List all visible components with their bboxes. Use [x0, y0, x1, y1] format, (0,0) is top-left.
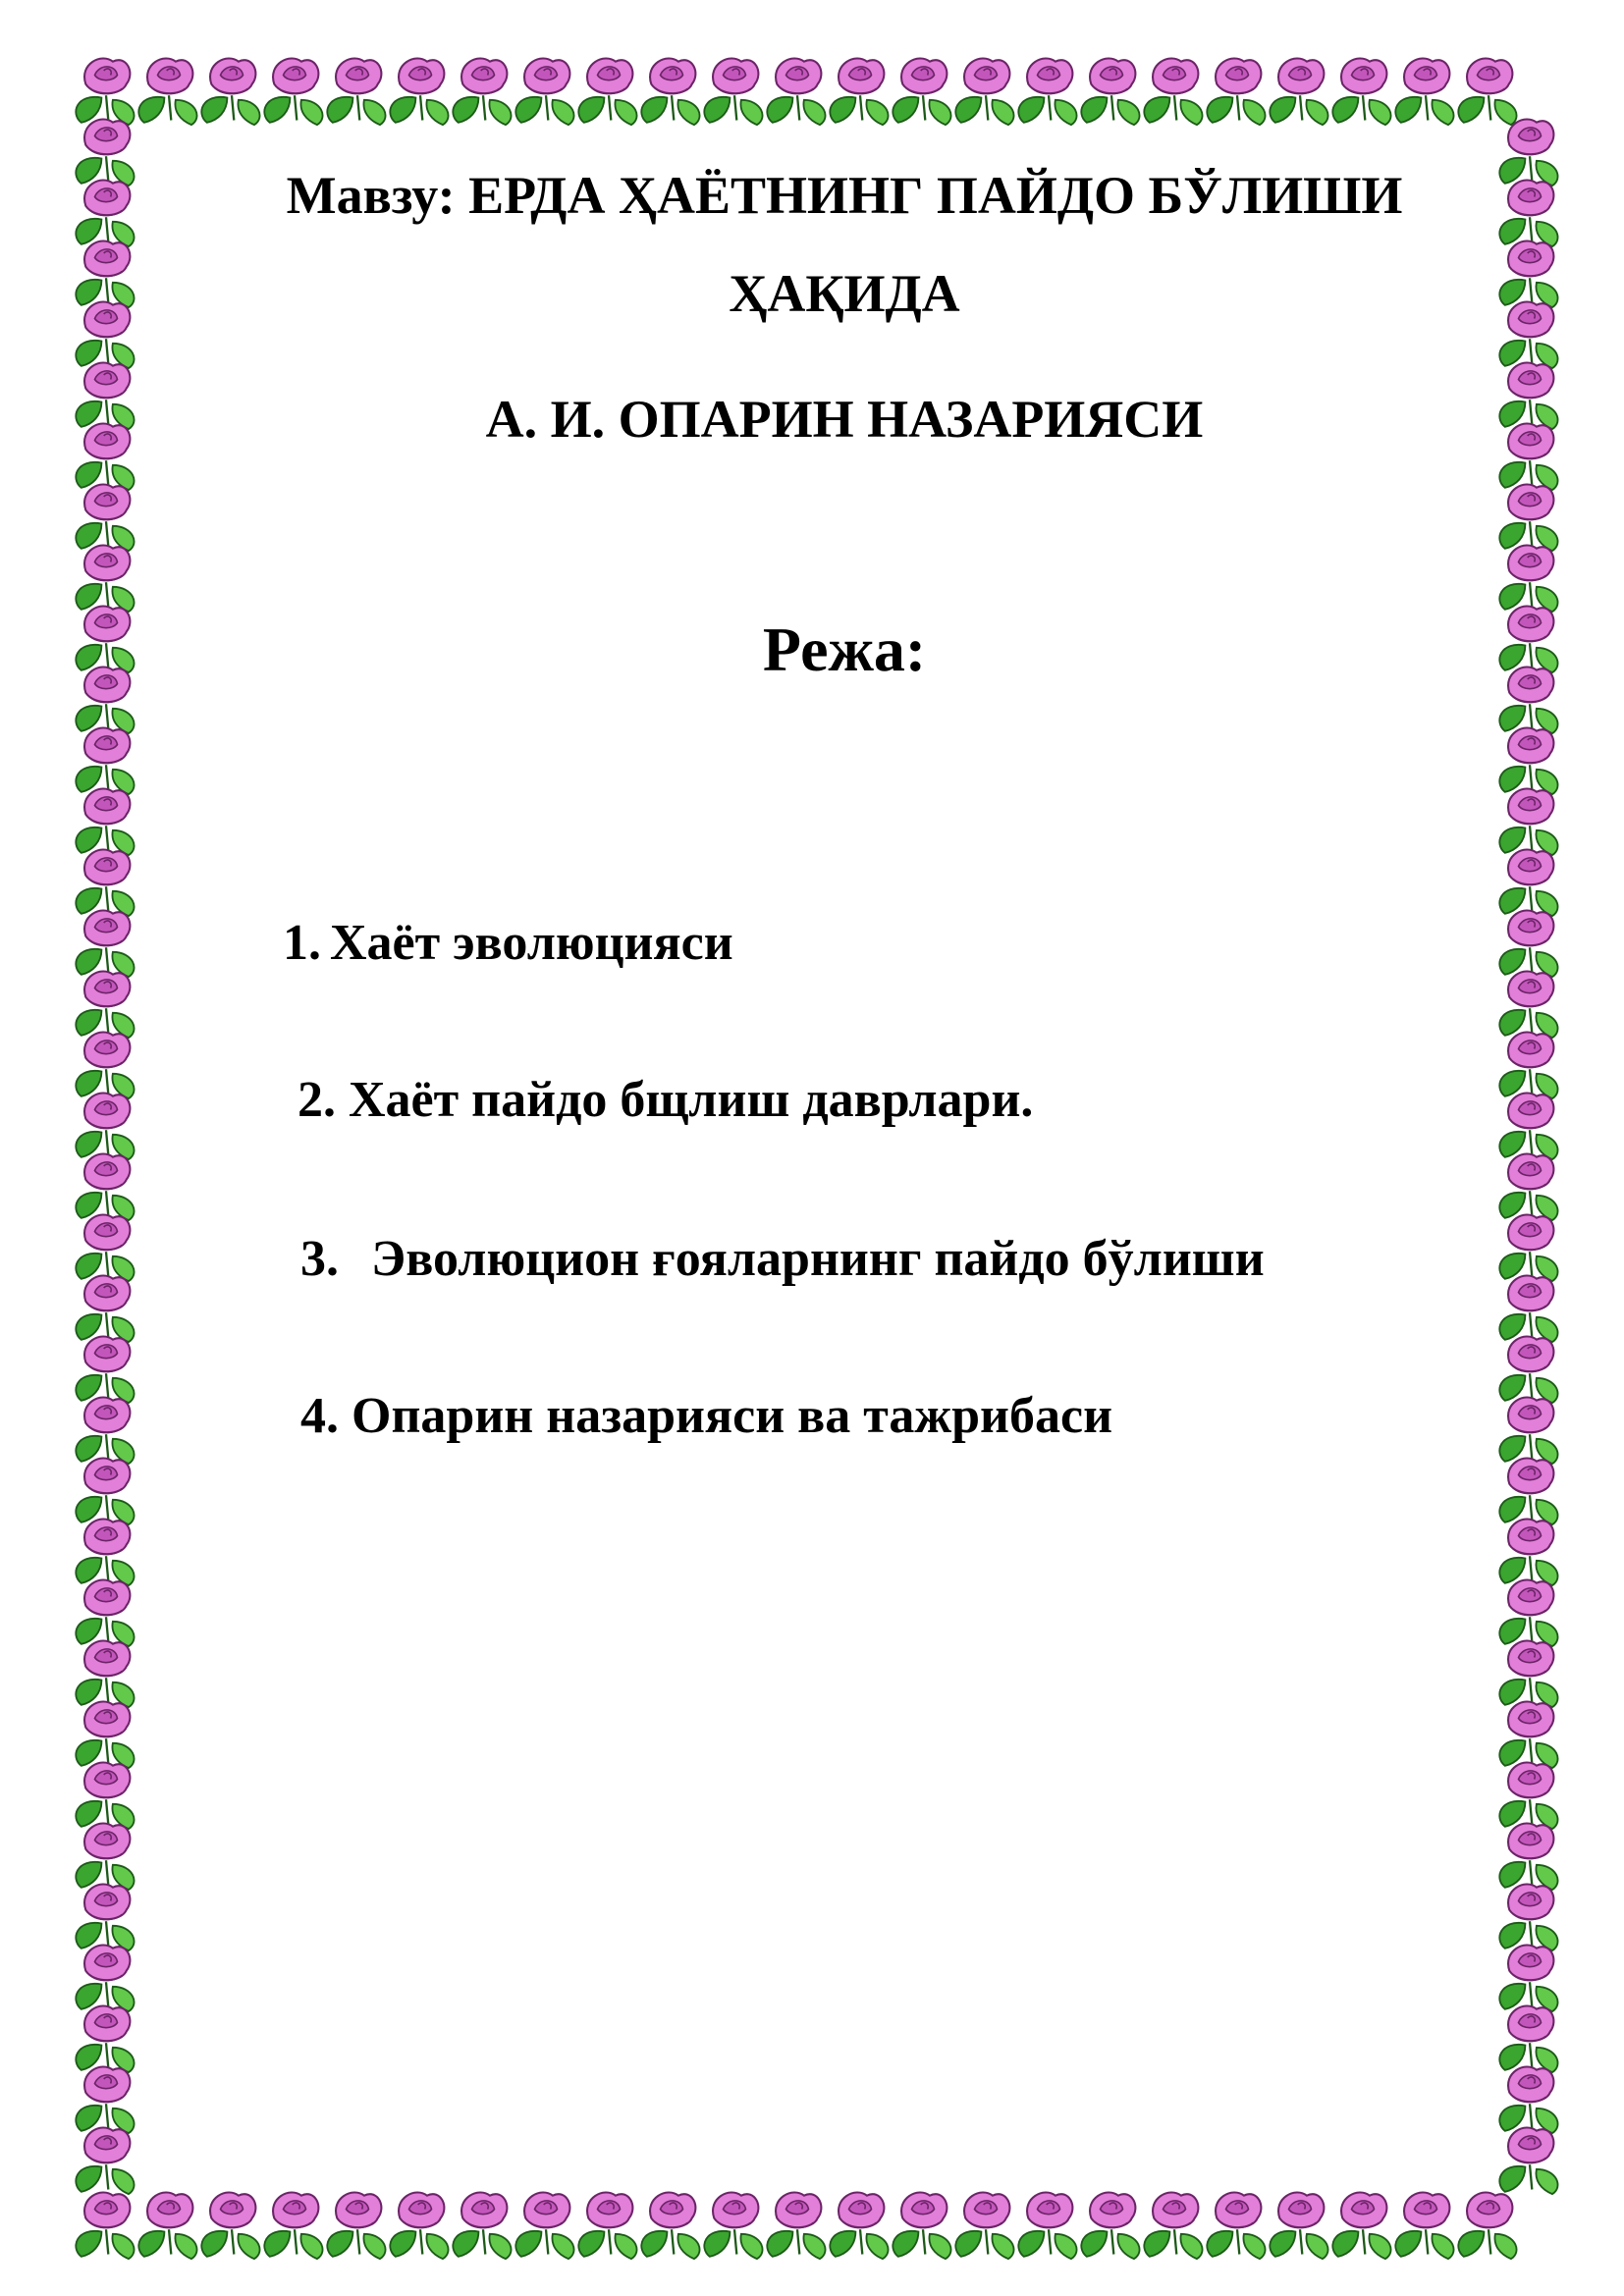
- plan-heading: Режа:: [762, 614, 927, 684]
- topic-title-line-1: Мавзу: ЕРДА ҲАЁТНИНГ ПАЙДО БЎЛИШИ: [286, 166, 1403, 225]
- topic-title-line-2: ҲАҚИДА: [729, 264, 960, 323]
- plan-item: [300, 1231, 1265, 1287]
- plan-item-number: 1.: [283, 915, 321, 971]
- plan-item-number: 2.: [298, 1072, 336, 1128]
- plan-item-text: Хаёт эволюцияси: [330, 915, 733, 971]
- plan-item-number: 3.: [300, 1231, 339, 1287]
- plan-item: [283, 915, 733, 971]
- plan-item-number: 4.: [300, 1388, 339, 1444]
- theory-subtitle: А. И. ОПАРИН НАЗАРИЯСИ: [485, 390, 1204, 449]
- plan-item: [298, 1072, 1034, 1128]
- plan-item-text: Опарин назарияси ва тажрибаси: [352, 1388, 1113, 1444]
- plan-item-text: Эволюцион ғояларнинг пайдо бўлиши: [371, 1231, 1265, 1287]
- plan-item: [300, 1388, 1113, 1444]
- plan-item-text: Хаёт пайдо бщлиш даврлари.: [349, 1072, 1034, 1128]
